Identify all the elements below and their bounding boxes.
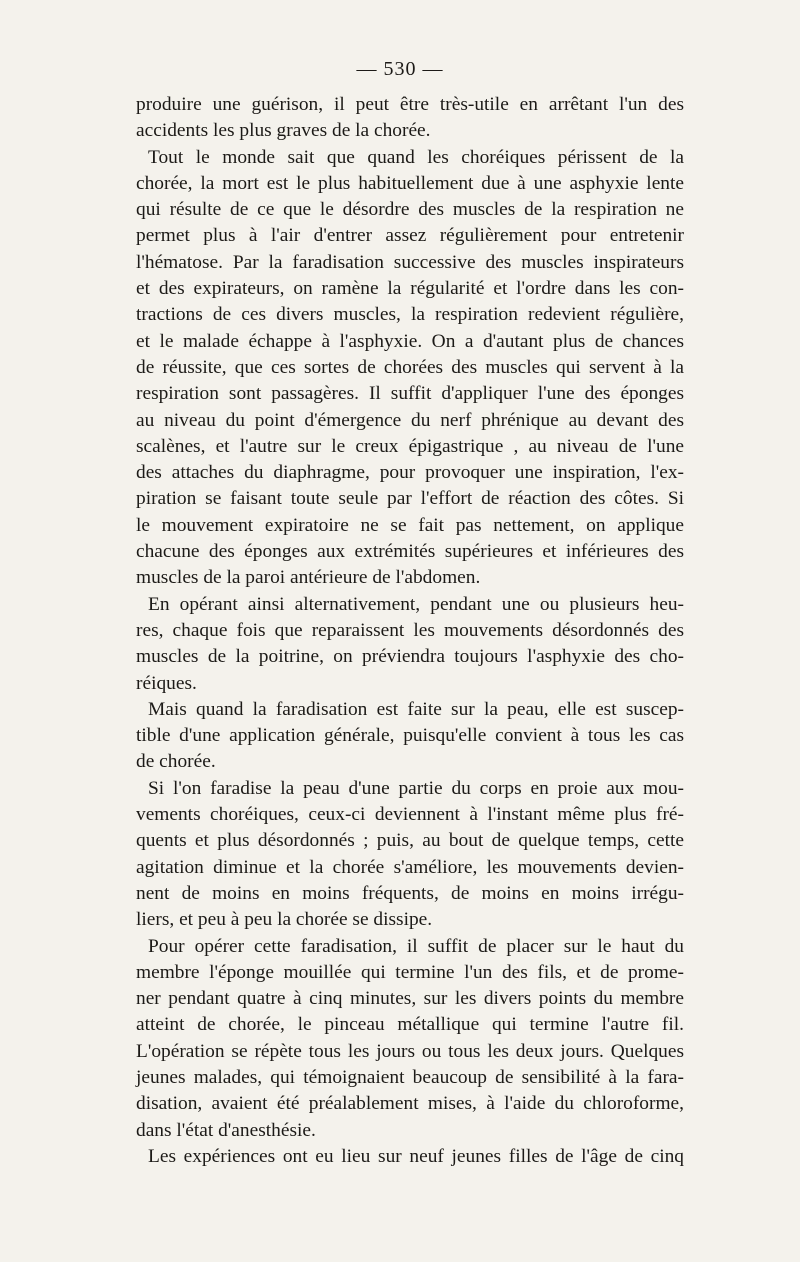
text-line: au niveau du point d'émergence du nerf phrénique au devant des xyxy=(136,409,684,431)
paragraph xyxy=(136,592,684,697)
text-line: muscles de la poitrine, on préviendra toujours l'asphyxie des cho- xyxy=(136,646,684,668)
text-line: dans l'état d'anesthésie. xyxy=(136,1119,316,1141)
text-line: chacune des éponges aux extrémités supérieures et inférieures des xyxy=(136,541,684,563)
paragraph xyxy=(136,145,684,592)
text-line: Tout le monde sait que quand les choréiques périssent de la xyxy=(148,146,684,168)
paragraph xyxy=(136,1144,684,1170)
text-line: Pour opérer cette faradisation, il suffit de placer sur le haut du xyxy=(148,935,684,957)
text-line: permet plus à l'air d'entrer assez régulièrement pour entretenir xyxy=(136,225,684,247)
text-line: membre l'éponge mouillée qui termine l'un des fils, et de prome- xyxy=(136,961,684,983)
text-line: atteint de chorée, le pinceau métallique qui termine l'autre fil. xyxy=(136,1014,684,1036)
paragraph xyxy=(136,934,684,1144)
text-line: de chorée. xyxy=(136,751,216,773)
text-line: agitation diminue et la chorée s'améliore, les mouvements devien- xyxy=(136,856,684,878)
text-line: accidents les plus graves de la chorée. xyxy=(136,120,431,142)
text-line: des attaches du diaphragme, pour provoquer une inspiration, l'ex- xyxy=(136,462,684,484)
text-line: et le malade échappe à l'asphyxie. On a d'autant plus de chances xyxy=(136,330,684,352)
text-line: En opérant ainsi alternativement, pendant une ou plusieurs heu- xyxy=(148,593,684,615)
text-line: et des expirateurs, on ramène la régularité et l'ordre dans les con- xyxy=(136,278,684,300)
text-line: tible d'une application générale, puisqu'elle convient à tous les cas xyxy=(136,725,684,747)
page-number: — 530 — xyxy=(356,58,444,80)
text-line: vements choréiques, ceux-ci deviennent à l'instant même plus fré- xyxy=(136,804,684,826)
text-line: produire une guérison, il peut être très-utile en arrêtant l'un des xyxy=(136,94,684,115)
text-line: nent de moins en moins fréquents, de moins en moins irrégu- xyxy=(136,882,684,904)
paragraph xyxy=(136,776,684,934)
text-line: Les expériences ont eu lieu sur neuf jeunes filles de l'âge de cinq xyxy=(148,1145,684,1167)
text-line: disation, avaient été préalablement mises, à l'aide du chloroforme, xyxy=(136,1093,684,1115)
text-line: liers, et peu à peu la chorée se dissipe. xyxy=(136,909,433,931)
text-line: de réussite, que ces sortes de chorées des muscles qui servent à la xyxy=(136,356,684,378)
text-line: tractions de ces divers muscles, la respiration redevient régulière, xyxy=(136,304,684,326)
text-line: réiques. xyxy=(136,672,197,694)
text-line: Si l'on faradise la peau d'une partie du corps en proie aux mou- xyxy=(148,777,684,799)
paragraph xyxy=(136,92,684,145)
text-line: muscles de la paroi antérieure de l'abdomen. xyxy=(136,567,481,589)
text-line: l'hématose. Par la faradisation successive des muscles inspirateurs xyxy=(136,251,684,273)
text-line: Mais quand la faradisation est faite sur la peau, elle est suscep- xyxy=(148,698,684,720)
text-line: quents et plus désordonnés ; puis, au bout de quelque temps, cette xyxy=(136,830,684,852)
text-line: respiration sont passagères. Il suffit d'appliquer l'une des éponges xyxy=(136,383,684,405)
text-line: scalènes, et l'autre sur le creux épigastrique , au niveau de l'une xyxy=(136,435,684,457)
text-line: chorée, la mort est le plus habituellement due à une asphyxie lente xyxy=(136,172,684,194)
paragraph xyxy=(136,697,684,776)
text-line: jeunes malades, qui témoignaient beaucoup de sensibilité à la fara- xyxy=(136,1066,684,1088)
text-line: ner pendant quatre à cinq minutes, sur les divers points du membre xyxy=(136,988,684,1010)
text-line: res, chaque fois que reparaissent les mouvements désordonnés des xyxy=(136,619,684,641)
text-line: le mouvement expiratoire ne se fait pas nettement, on applique xyxy=(136,514,684,536)
text-line: qui résulte de ce que le désordre des muscles de la respiration ne xyxy=(136,199,684,221)
body-text xyxy=(136,92,684,1170)
text-line: piration se faisant toute seule par l'effort de réaction des côtes. Si xyxy=(136,488,684,510)
text-line: L'opération se répète tous les jours ou tous les deux jours. Quelques xyxy=(136,1040,684,1062)
